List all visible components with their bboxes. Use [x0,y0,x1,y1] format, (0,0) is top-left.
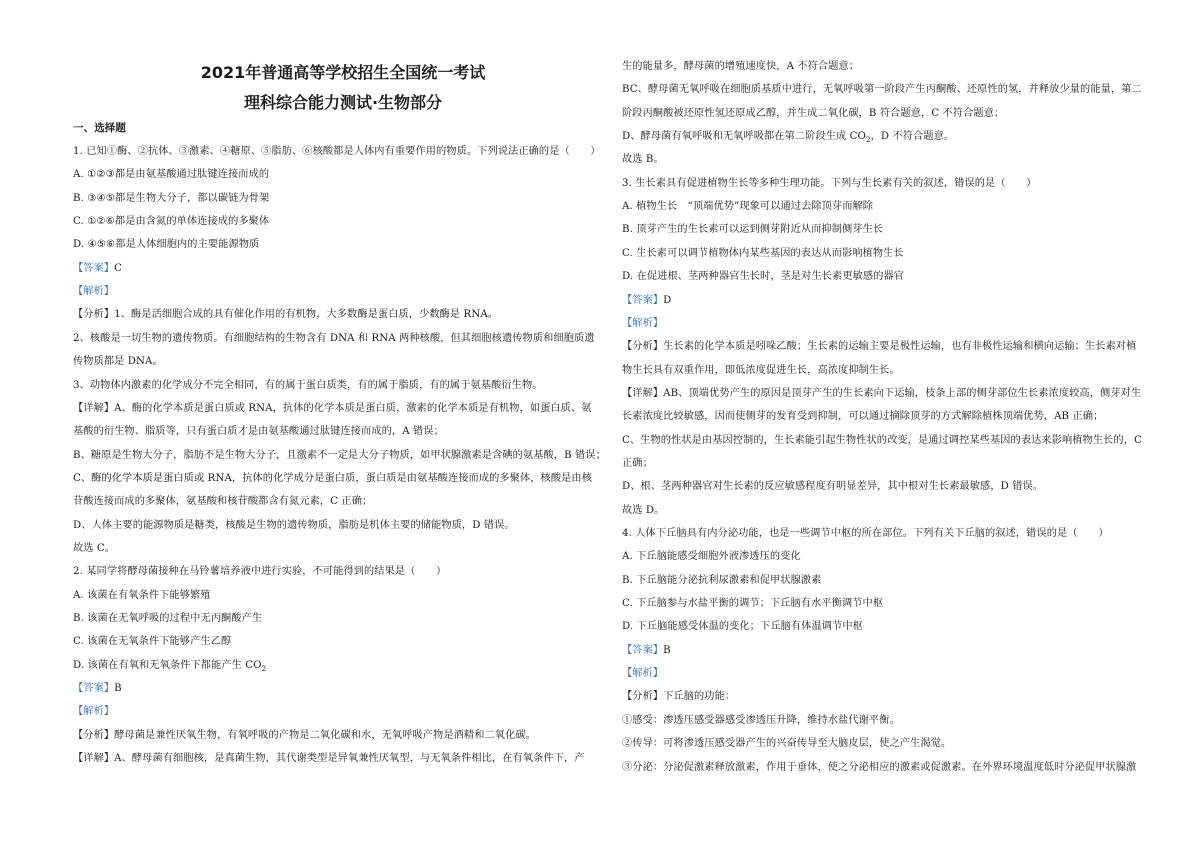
text-line: 故选 B。 [622,154,664,166]
text-line: B. ③④⑤都是生物大分子，都以碳链为骨架 [73,192,270,204]
text-line: D. ④⑤⑥都是人体细胞内的主要能源物质 [73,239,260,251]
text-line: ②传导：可将渗透压感受器产生的兴奋传导至大脑皮层，使之产生渴觉。 [622,738,952,750]
text-line: 故选 D。 [622,504,665,516]
text-line: 3、动物体内激素的化学成分不完全相同，有的属于蛋白质类，有的属于脂质，有的属于氨基酸衍生物。 [73,379,543,391]
tag-value: D [663,294,672,306]
text-line: A. ①②③都是由氨基酸通过肽键连接而成的 [73,169,270,181]
text-line: 【分析】下丘脑的功能： [622,691,736,703]
title-line-1: 2021年普通高等学校招生全国统一考试 [200,63,486,82]
text-line: ③分泌：分泌促激素释放激素，作用于垂体，使之分泌相应的激素或促激素。在外界环境温度低时分泌促甲状腺激 [622,761,1137,773]
text-line [622,294,1160,308]
text-line [622,130,1160,147]
title-line-2: 理科综合能力测试·生物部分 [243,93,443,112]
text-line: D. 下丘脑能感受体温的变化；下丘脑有体温调节中枢 [622,621,863,633]
text-line [73,659,613,676]
text-line: 苷酸连接而成的多聚体，氨基酸和核苷酸都含有氮元素，C 正确； [73,496,373,508]
text-line: C. ①②⑥都是由含氮的单体连接成的多聚体 [73,216,270,228]
text-line: 1. 已知①酶、②抗体、③激素、④糖原、⑤脂肪、⑥核酸都是人体内有重要作用的物质。下列说法正确的是（ ） [73,146,601,157]
text-line: C. 生长素可以调节植物体内某些基因的表达从而影响植物生长 [622,247,904,259]
text-line: BC、酵母菌无氧呼吸在细胞质基质中进行，无氧呼吸第一阶段产生丙酮酸、还原性的氢，并释放少量的能量，第二 [622,84,1142,96]
text-line: B、糖原是生物大分子，脂肪不是生物大分子，且激素不一定是大分子物质，如甲状腺激素是含碘的氨基酸，B 错误； [73,449,606,461]
text-line [73,705,613,719]
text-line: 长素浓度比较敏感，因而使侧芽的发育受到抑制，可以通过摘除顶芽的方式解除植株顶端优势，AB 正确； [622,411,1104,423]
text-line: C. 下丘脑参与水盐平衡的调节；下丘脑有水平衡调节中枢 [622,598,884,610]
text-line: A. 该菌在有氧条件下能够繁殖 [73,589,211,601]
answer-tag: 【答案】 [622,294,664,306]
text-line: 2、核酸是一切生物的遗传物质。有细胞结构的生物含有 DNA 和 RNA 两种核酸，但其细胞核遗传物质和细胞质遗 [73,332,595,344]
text-line: 3. 生长素具有促进植物生长等多种生理功能。下列与生长素有关的叙述，错误的是（ ） [622,177,1037,189]
text-line: 【分析】酵母菌是兼性厌氧生物，有氧呼吸的产物是二氧化碳和水，无氧呼吸产物是酒精和二氧化碳。 [73,729,536,741]
text-line [73,285,613,299]
text-line: 故选 C。 [73,542,116,554]
text-line: C. 该菌在无氧条件下能够产生乙醇 [73,636,232,648]
text-line: 【详解】A、酵母菌有细胞核，是真菌生物，其代谢类型是异氧兼性厌氧型，与无氧条件相比，在有氧条件下，产 [73,753,585,765]
tag-value: B [663,644,671,656]
text-line: 【分析】1、酶是活细胞合成的具有催化作用的有机物，大多数酶是蛋白质，少数酶是 RNA。 [73,309,499,321]
text-line: B. 该菌在无氧呼吸的过程中无丙酮酸产生 [73,613,263,624]
text-line: 传物质都是 DNA。 [73,356,163,368]
text-line [622,667,1160,681]
text-line: C、生物的性状是由基因控制的，生长素能引起生物性状的改变，是通过调控某些基因的表达来影响植物生长的，C [622,434,1142,446]
text-line: 生的能量多，酵母菌的增殖速度快，A 不符合题意； [622,61,860,72]
answer-tag: 【解析】 [622,317,664,329]
answer-tag: 【答案】 [622,644,664,656]
text-line: D. 在促进根、茎两种器官生长时，茎是对生长素更敏感的器官 [622,271,905,283]
text-line: A. 植物生长 “顶端优势”现象可以通过去除顶芽而解除 [622,201,874,213]
answer-tag: 【解析】 [622,668,664,680]
text-line: 阶段丙酮酸被还原性氢还原成乙醇，并生成二氧化碳，B 符合题意，C 不符合题意； [622,107,1005,119]
text-line: 4. 人体下丘脑具有内分泌功能，也是一些调节中枢的所在部位。下列有关下丘脑的叙述，错误的是（ ） [622,528,1109,539]
text-line: B. 下丘脑能分泌抗利尿激素和促甲状腺激素 [622,574,822,586]
text-line: 基酸的衍生物、脂质等，只有蛋白质才是由氨基酸通过肽键连接而成的，A 错误； [73,426,444,438]
text-line: 【分析】生长素的化学本质是吲哚乙酸；生长素的运输主要是极性运输，也有非极性运输和横向运输；生长素对植 [622,341,1137,353]
text-line: A. 下丘脑能感受细胞外液渗透压的变化 [622,551,801,563]
text-line: 物生长具有双重作用，即低浓度促进生长，高浓度抑制生长。 [622,364,900,376]
text-line: D、根、茎两种器官对生长素的反应敏感程度有明显差异，其中根对生长素最敏感，D 错误。 [622,481,1044,493]
text-line: 2. 某同学将酵母菌接种在马铃薯培养液中进行实验，不可能得到的结果是（ ） [73,566,447,578]
tag-value: B [114,683,122,695]
text-line: ①感受：渗透压感受器感受渗透压升降，维持水盐代谢平衡。 [622,714,900,726]
text-line: 【详解】AB、顶端优势产生的原因是顶芽产生的生长素向下运输，枝条上部的侧芽部位生长素浓度较高，侧芽对生 [622,387,1142,399]
text-line [622,644,1160,658]
tag-value: C [114,262,123,274]
answer-tag: 【解析】 [73,706,115,718]
text-line: 正确； [622,457,653,469]
section-heading: 一、选择题 [73,122,126,134]
subscript: 2 [866,136,871,145]
text-line: D、人体主要的能源物质是糖类，核酸是生物的遗传物质，脂肪是机体主要的储能物质，D 错误。 [73,519,515,531]
line-text: D. 该菌在有氧和无氧条件下都能产生 CO [73,659,262,671]
line-text: D、酵母菌有氧呼吸和无氧呼吸都在第二阶段生成 CO [622,131,866,143]
text-line: 【详解】A、酶的化学本质是蛋白质或 RNA，抗体的化学本质是蛋白质，激素的化学本质是有机物，如蛋白质、氨 [73,402,592,414]
answer-tag: 【答案】 [73,262,115,274]
subscript: 2 [261,664,267,673]
text-line [73,262,613,276]
text-line: C、酶的化学本质是蛋白质或 RNA，抗体的化学成分是蛋白质，蛋白质是由氨基酸连接而成的多聚体，核酸是由核 [73,472,592,484]
line-text-after: ，D 不符合题意。 [870,131,955,143]
answer-tag: 【答案】 [73,683,115,695]
text-line: B. 顶芽产生的生长素可以运到侧芽附近从而抑制侧芽生长 [622,224,884,236]
text-line [73,682,613,696]
answer-tag: 【解析】 [73,286,115,298]
text-line [622,317,1160,331]
